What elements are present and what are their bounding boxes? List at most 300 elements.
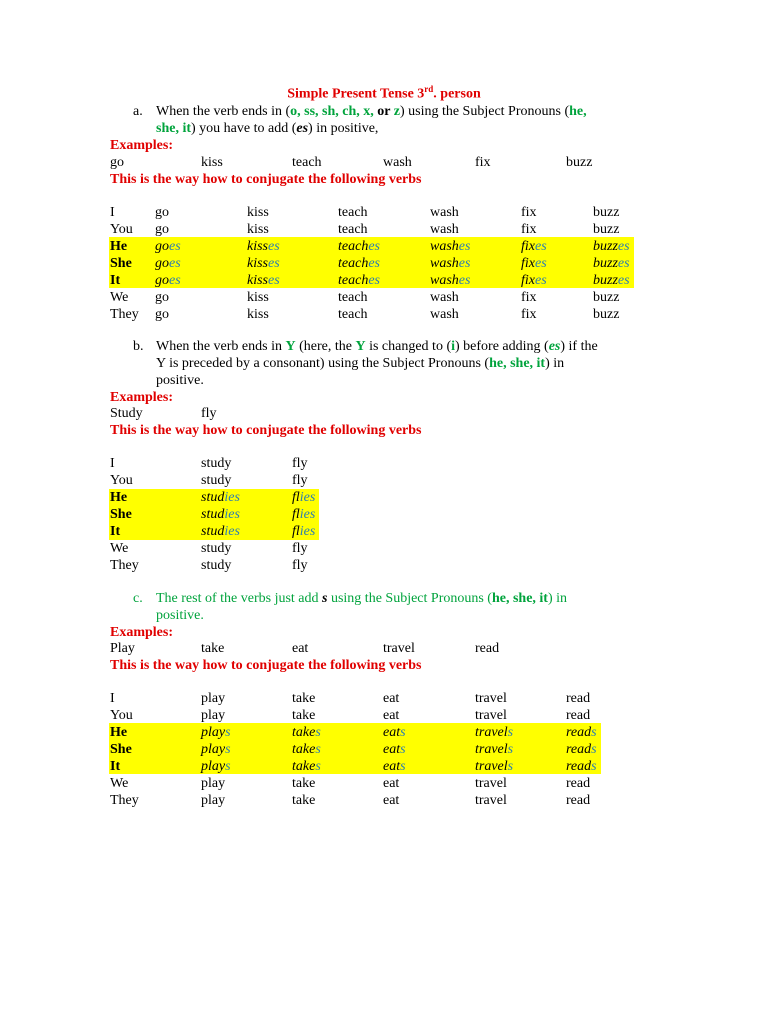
section-a-line2 <box>156 120 378 137</box>
verb-stem: wash <box>430 205 459 220</box>
verb-stem: travel <box>475 793 507 808</box>
verb-cell <box>247 204 269 221</box>
verb-stem: teach <box>338 290 368 305</box>
verb-suffix: es <box>368 273 380 288</box>
verb-stem: fix <box>521 239 535 254</box>
verb-cell <box>383 707 399 724</box>
verb-stem: fly <box>292 541 308 556</box>
section-a-marker: a. <box>133 104 143 119</box>
verb-cell <box>292 523 315 540</box>
verb-stem: teach <box>338 307 368 322</box>
verb-stem: go <box>155 205 169 220</box>
or-word: or <box>373 104 394 119</box>
verb-stem: go <box>155 273 169 288</box>
verb-cell <box>292 707 315 724</box>
pronoun-cell: It <box>110 759 121 774</box>
verb-cell <box>593 238 630 255</box>
page-title <box>0 84 768 103</box>
verb-stem: play <box>201 725 226 740</box>
verb-stem: go <box>155 290 169 305</box>
verb-stem: travel <box>475 759 508 774</box>
verb-suffix: ies <box>224 507 240 522</box>
verb-cell <box>292 775 315 792</box>
pronoun-he: he, <box>569 104 587 119</box>
verb-cell <box>338 204 368 221</box>
verb-cell <box>292 724 321 741</box>
verb-stem: fly <box>292 473 308 488</box>
pronoun-cell: I <box>110 691 115 706</box>
verb-cell <box>292 758 321 775</box>
verb-cell <box>566 741 597 758</box>
verb-cell <box>383 775 399 792</box>
verb-stem: kiss <box>247 256 268 271</box>
verb-stem: teach <box>338 273 369 288</box>
verb-stem: fix <box>521 256 535 271</box>
verb-stem: read <box>566 742 592 757</box>
verb-suffix: ies <box>299 507 316 522</box>
verb-cell <box>155 306 169 323</box>
verb-cell <box>566 707 590 724</box>
verb-cell <box>247 238 280 255</box>
verb-stem: travel <box>475 725 508 740</box>
pronoun-cell: You <box>110 473 133 488</box>
verb-cell <box>430 306 459 323</box>
section-c-highlight-it <box>109 757 601 774</box>
pronoun-cell: We <box>110 541 129 556</box>
verb-cell <box>338 306 368 323</box>
example-verb: teach <box>292 155 322 170</box>
section-a-conjugate-label: This is the way how to conjugate the following verbs <box>110 172 422 187</box>
verb-stem: wash <box>430 273 459 288</box>
section-b-marker: b. <box>133 339 144 354</box>
text: (here, the <box>295 339 356 354</box>
pronoun-cell: It <box>110 273 121 288</box>
verb-stem: fix <box>521 273 535 288</box>
verb-suffix: s <box>591 759 597 774</box>
pronoun-cell: She <box>110 256 132 271</box>
verb-suffix: es <box>535 273 547 288</box>
example-verb: Study <box>110 406 143 421</box>
verb-cell <box>566 758 597 775</box>
pronoun-cell: They <box>110 558 139 573</box>
verb-suffix: es <box>617 273 630 288</box>
verb-stem: play <box>201 793 226 808</box>
section-c-examples-label: Examples: <box>110 625 173 640</box>
verb-stem: buzz <box>593 273 618 288</box>
suffix-s: s <box>322 591 328 606</box>
pronoun-cell: I <box>110 456 115 471</box>
verb-cell <box>475 690 507 707</box>
verb-cell <box>430 221 459 238</box>
verb-cell <box>201 775 225 792</box>
verb-stem: fl <box>292 490 300 505</box>
verb-stem: teach <box>338 256 369 271</box>
endings-list: o, ss, sh, ch, x, <box>290 104 374 119</box>
verb-cell <box>338 238 380 255</box>
example-verb: buzz <box>566 155 593 170</box>
verb-cell <box>566 724 597 741</box>
verb-cell <box>247 272 280 289</box>
verb-suffix: s <box>315 725 321 740</box>
verb-stem: wash <box>430 239 459 254</box>
verb-suffix: s <box>225 742 231 757</box>
verb-cell <box>247 289 269 306</box>
suffix-es: es <box>296 121 309 136</box>
verb-stem: take <box>292 793 316 808</box>
verb-cell <box>338 272 380 289</box>
verb-stem: eat <box>383 725 401 740</box>
verb-cell <box>430 289 459 306</box>
verb-stem: play <box>201 759 226 774</box>
ending-z: z <box>393 104 400 119</box>
verb-stem: kiss <box>247 273 268 288</box>
pronoun-it: it <box>182 121 192 136</box>
verb-cell <box>292 455 308 472</box>
pronoun-she: she <box>510 356 530 371</box>
text: is changed to ( <box>365 339 452 354</box>
verb-stem: read <box>566 725 592 740</box>
pronoun-cell: They <box>110 793 139 808</box>
verb-cell <box>292 506 315 523</box>
verb-stem: read <box>566 691 591 706</box>
verb-stem: teach <box>338 205 368 220</box>
verb-stem: travel <box>475 708 507 723</box>
comma: , <box>529 356 537 371</box>
section-c-highlight-he <box>109 723 601 740</box>
verb-stem: wash <box>430 307 459 322</box>
text: ) in positive, <box>308 121 379 136</box>
section-a-line1 <box>156 103 587 120</box>
verb-stem: read <box>566 793 591 808</box>
verb-cell <box>292 741 321 758</box>
verb-stem: take <box>292 725 316 740</box>
pronoun-cell: You <box>110 222 133 237</box>
verb-stem: study <box>201 541 232 556</box>
verb-suffix: es <box>268 273 280 288</box>
verb-cell <box>383 741 406 758</box>
verb-stem: stud <box>201 507 225 522</box>
verb-suffix: es <box>535 256 547 271</box>
verb-stem: kiss <box>247 307 269 322</box>
text: When the verb ends in <box>156 339 286 354</box>
verb-stem: go <box>155 222 169 237</box>
letter-y: Y <box>285 339 296 354</box>
verb-stem: go <box>155 256 169 271</box>
section-c-marker: c. <box>133 591 143 606</box>
pronoun-cell: She <box>110 507 132 522</box>
verb-suffix: ies <box>224 524 240 539</box>
pronoun-cell: You <box>110 708 133 723</box>
title-superscript: rd <box>424 84 434 94</box>
verb-cell <box>475 758 513 775</box>
verb-cell <box>155 204 169 221</box>
letter-i: i <box>451 339 455 354</box>
verb-suffix: es <box>368 239 380 254</box>
verb-stem: go <box>155 239 169 254</box>
text: ) if the <box>560 339 598 354</box>
verb-stem: stud <box>201 524 225 539</box>
verb-stem: teach <box>338 239 369 254</box>
verb-cell <box>475 724 513 741</box>
verb-stem: fl <box>292 507 300 522</box>
verb-stem: take <box>292 691 316 706</box>
verb-cell <box>593 221 619 238</box>
text: ) using the Subject Pronouns ( <box>399 104 570 119</box>
example-verb: go <box>110 155 124 170</box>
example-verb: kiss <box>201 155 223 170</box>
verb-suffix: s <box>507 742 514 757</box>
verb-cell <box>521 255 547 272</box>
verb-cell <box>201 707 225 724</box>
section-b-line2 <box>156 355 564 372</box>
verb-stem: read <box>566 759 592 774</box>
verb-cell <box>201 758 231 775</box>
verb-cell <box>201 506 240 523</box>
verb-cell <box>521 306 537 323</box>
verb-cell <box>338 255 380 272</box>
verb-stem: play <box>201 742 226 757</box>
verb-stem: eat <box>383 691 400 706</box>
verb-suffix: s <box>315 742 321 757</box>
verb-stem: buzz <box>593 205 620 220</box>
verb-cell <box>593 272 630 289</box>
example-verb: fly <box>201 406 217 421</box>
pronoun-cell: He <box>110 490 128 505</box>
verb-cell <box>521 204 537 221</box>
verb-stem: study <box>201 558 232 573</box>
text: ) in <box>545 356 565 371</box>
section-c-line1 <box>156 590 567 607</box>
verb-cell <box>383 690 399 707</box>
verb-cell <box>155 221 169 238</box>
verb-suffix: es <box>368 256 380 271</box>
verb-stem: play <box>201 776 226 791</box>
verb-cell <box>521 289 537 306</box>
verb-suffix: s <box>507 725 514 740</box>
section-c-highlight-she <box>109 740 601 757</box>
verb-cell <box>593 289 619 306</box>
verb-stem: wash <box>430 256 459 271</box>
pronoun-cell: They <box>110 307 139 322</box>
verb-cell <box>155 255 181 272</box>
verb-stem: fly <box>292 558 308 573</box>
pronoun-cell: We <box>110 290 129 305</box>
verb-suffix: ies <box>299 490 316 505</box>
verb-stem: buzz <box>593 222 620 237</box>
verb-suffix: s <box>225 759 231 774</box>
verb-stem: eat <box>383 742 401 757</box>
verb-cell <box>292 557 308 574</box>
section-b-conjugate-label: This is the way how to conjugate the following verbs <box>110 423 422 438</box>
text: When the verb ends in ( <box>156 104 291 119</box>
verb-cell <box>566 690 590 707</box>
verb-stem: stud <box>201 490 225 505</box>
verb-stem: read <box>566 776 591 791</box>
verb-cell <box>430 204 459 221</box>
verb-cell <box>201 741 231 758</box>
verb-stem: fix <box>521 205 537 220</box>
verb-stem: go <box>155 307 169 322</box>
verb-cell <box>521 221 537 238</box>
verb-suffix: s <box>225 725 231 740</box>
verb-stem: kiss <box>247 290 269 305</box>
verb-cell <box>247 306 269 323</box>
verb-stem: kiss <box>247 239 268 254</box>
verb-cell <box>155 238 181 255</box>
verb-stem: fl <box>292 524 300 539</box>
verb-suffix: es <box>169 256 181 271</box>
verb-cell <box>201 523 240 540</box>
verb-stem: travel <box>475 691 507 706</box>
verb-stem: fix <box>521 222 537 237</box>
verb-stem: buzz <box>593 307 620 322</box>
pronoun-it: it <box>536 356 546 371</box>
verb-stem: buzz <box>593 239 618 254</box>
text: ) before adding ( <box>455 339 549 354</box>
verb-stem: travel <box>475 776 507 791</box>
comma: , <box>175 121 179 136</box>
text: The rest of the verbs just add <box>156 591 323 606</box>
verb-cell <box>155 289 169 306</box>
verb-stem: eat <box>383 776 400 791</box>
verb-cell <box>201 690 225 707</box>
verb-cell <box>247 221 269 238</box>
verb-cell <box>566 775 590 792</box>
verb-suffix: s <box>400 759 406 774</box>
verb-cell <box>521 272 547 289</box>
example-verb: read <box>475 641 500 656</box>
verb-cell <box>475 707 507 724</box>
verb-suffix: s <box>591 725 597 740</box>
verb-cell <box>155 272 181 289</box>
verb-cell <box>593 306 619 323</box>
pronoun-he: he <box>489 356 504 371</box>
verb-stem: take <box>292 776 316 791</box>
verb-suffix: s <box>400 725 406 740</box>
verb-cell <box>383 758 406 775</box>
example-verb: Play <box>110 641 135 656</box>
verb-stem: play <box>201 708 226 723</box>
title-main: Simple Present Tense 3 <box>287 86 425 102</box>
verb-cell <box>593 204 619 221</box>
verb-stem: fix <box>521 307 537 322</box>
verb-suffix: es <box>617 239 630 254</box>
verb-stem: take <box>292 759 316 774</box>
example-verb: wash <box>383 155 412 170</box>
verb-stem: fly <box>292 456 308 471</box>
verb-suffix: es <box>169 273 181 288</box>
verb-suffix: es <box>169 239 181 254</box>
pronoun-cell: I <box>110 205 115 220</box>
pronoun-cell: He <box>110 239 128 254</box>
verb-cell <box>338 221 368 238</box>
verb-stem: fix <box>521 290 537 305</box>
verb-stem: buzz <box>593 256 618 271</box>
verb-cell <box>593 255 630 272</box>
pronoun-cell: He <box>110 725 128 740</box>
verb-cell <box>383 792 399 809</box>
verb-stem: take <box>292 708 316 723</box>
pronoun-cell: She <box>110 742 132 757</box>
text: ) in <box>547 591 568 606</box>
verb-cell <box>475 792 507 809</box>
verb-stem: take <box>292 742 316 757</box>
verb-cell <box>430 238 470 255</box>
verb-suffix: es <box>268 256 280 271</box>
verb-cell <box>201 724 231 741</box>
verb-cell <box>521 238 547 255</box>
verb-cell <box>430 272 470 289</box>
verb-cell <box>201 472 231 489</box>
verb-suffix: s <box>400 742 406 757</box>
verb-stem: teach <box>338 222 368 237</box>
verb-cell <box>292 792 315 809</box>
verb-suffix: es <box>458 273 471 288</box>
verb-stem: read <box>566 708 591 723</box>
verb-suffix: s <box>507 759 514 774</box>
text: using the Subject Pronouns ( <box>327 591 492 606</box>
section-b-examples-label: Examples: <box>110 390 173 405</box>
verb-cell <box>338 289 368 306</box>
verb-cell <box>475 741 513 758</box>
verb-cell <box>292 690 315 707</box>
example-verb: travel <box>383 641 415 656</box>
verb-cell <box>247 255 280 272</box>
verb-suffix: es <box>458 239 471 254</box>
pronoun-cell: It <box>110 524 121 539</box>
example-verb: fix <box>475 155 491 170</box>
verb-stem: eat <box>383 793 400 808</box>
verb-stem: play <box>201 691 226 706</box>
example-verb: take <box>201 641 225 656</box>
verb-stem: study <box>201 473 232 488</box>
section-a-examples-label: Examples: <box>110 138 173 153</box>
verb-suffix: es <box>617 256 630 271</box>
verb-stem: buzz <box>593 290 620 305</box>
verb-stem: eat <box>383 759 401 774</box>
verb-suffix: s <box>591 742 597 757</box>
verb-cell <box>383 724 406 741</box>
verb-stem: travel <box>475 742 508 757</box>
verb-cell <box>201 557 231 574</box>
verb-cell <box>201 792 225 809</box>
letter-y: Y <box>355 339 366 354</box>
verb-cell <box>292 540 308 557</box>
pronoun-cell: We <box>110 776 129 791</box>
suffix-es: es <box>548 339 561 354</box>
pronouns: he, she, it <box>491 591 548 606</box>
verb-suffix: es <box>268 239 280 254</box>
text: Y is preceded by a consonant) using the Subject Pronouns ( <box>156 356 490 371</box>
verb-suffix: ies <box>224 490 240 505</box>
verb-stem: eat <box>383 708 400 723</box>
verb-cell <box>430 255 470 272</box>
verb-cell <box>201 489 240 506</box>
verb-cell <box>475 775 507 792</box>
comma: , <box>503 356 511 371</box>
verb-stem: wash <box>430 290 459 305</box>
verb-stem: kiss <box>247 205 269 220</box>
verb-stem: wash <box>430 222 459 237</box>
verb-cell <box>292 489 315 506</box>
verb-cell <box>201 455 231 472</box>
section-c-line2: positive. <box>156 608 204 623</box>
section-c-conjugate-label: This is the way how to conjugate the following verbs <box>110 658 422 673</box>
pronoun-she: she <box>156 121 176 136</box>
verb-cell <box>201 540 231 557</box>
verb-suffix: es <box>458 256 471 271</box>
title-rest: . person <box>433 86 481 102</box>
